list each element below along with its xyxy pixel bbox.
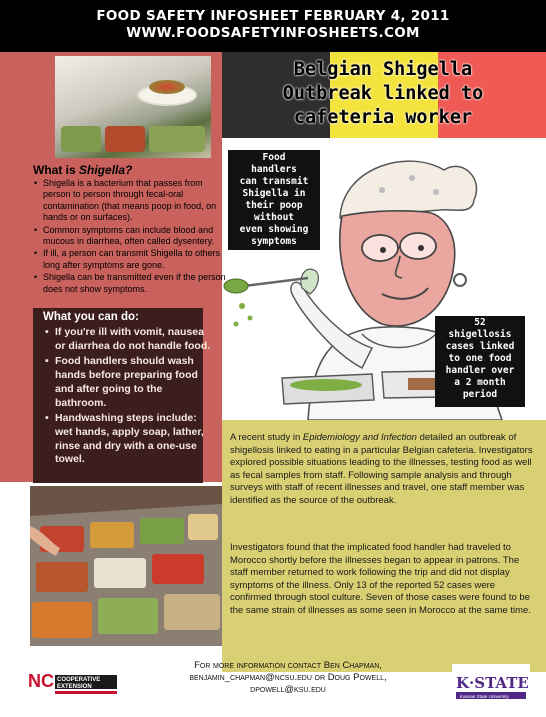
- list-item: • Handwashing steps include: wet hands, apply soap, lather, rinse and dry with a one-use towel.: [55, 412, 213, 467]
- kansas-state-logo: [452, 664, 530, 704]
- what-is-shigella-list: [33, 178, 229, 296]
- article-paragraph-1: A recent study in Epidemiology and Infection detailed an outbreak of shigellosis linked to eating in a particular Belgian cafeteria. Investigators explored possible situations leading to the illnesses, testing food as well as fecal samples from staff. Following sample analysis and through surveys with staff of recent illnesses and travel, one staff member was identified as the source of the outbreak.: [230, 432, 533, 506]
- header-title: FOOD SAFETY INFOSHEET FEBRUARY 4, 2011: [96, 8, 450, 24]
- cases-callout: 52 shigellosis cases linked to one food handler over a 2 month period: [435, 316, 525, 407]
- food-handlers-callout: Food handlers can transmit Shigella in their poop without even showing symptoms: [228, 150, 320, 250]
- article-body: [222, 420, 546, 672]
- what-is-shigella-heading: What is Shigella?: [33, 163, 133, 177]
- list-item: • Shigella can be transmitted even if the person does not show symptoms.: [43, 272, 229, 295]
- footer-contact: For more information contact Ben Chapman, benjamin_chapman@ncsu.edu or Doug Powell, dpowell@ksu.edu: [189, 660, 387, 695]
- list-item: • Common symptoms can include blood and mucous in diarrhea, often called dysentery.: [43, 225, 229, 248]
- list-item: • Food handlers should wash hands before preparing food and after going to the bathroom.: [55, 355, 213, 410]
- header-url: WWW.FOODSAFETYINFOSHEETS.COM: [126, 25, 420, 41]
- cafeteria-photo: [55, 56, 211, 158]
- buffet-photo: [30, 486, 222, 646]
- what-you-can-do-list: [45, 326, 213, 469]
- what-you-can-do-heading: What you can do:: [43, 311, 139, 323]
- svg-text:Kansas State University: Kansas State University: [460, 694, 509, 699]
- list-item: • If ill, a person can transmit Shigella to others long after symptoms are gone.: [43, 248, 229, 271]
- nc-cooperative-extension-logo: [26, 663, 118, 703]
- headline: Belgian Shigella Outbreak linked to cafeteria worker: [282, 59, 484, 128]
- svg-text:K·STATE: K·STATE: [456, 674, 529, 692]
- what-you-can-do-box: [33, 308, 211, 483]
- list-item: • Shigella is a bacterium that passes from person to person through fecal-oral contamination (that means poop in food, on hands or on surfaces).: [43, 178, 229, 224]
- svg-text:EXTENSION: EXTENSION: [57, 684, 92, 690]
- svg-text:COOPERATIVE: COOPERATIVE: [57, 677, 101, 683]
- article-paragraph-2: Investigators found that the implicated food handler had traveled to Morocco shortly before the illnesses began to appear in patrons. The staff member returned to work following the trip and did not display symptoms of the illness. Only 13 of the reported 52 cases were confirmed through stool culture. Seven of those cases were found to be the same strain of illnesses as some seen in Morocco at the same time.: [230, 542, 531, 616]
- header-bar: [0, 0, 546, 52]
- list-item: • If you're ill with vomit, nausea or diarrhea do not handle food.: [55, 326, 213, 353]
- svg-text:NC: NC: [28, 671, 54, 691]
